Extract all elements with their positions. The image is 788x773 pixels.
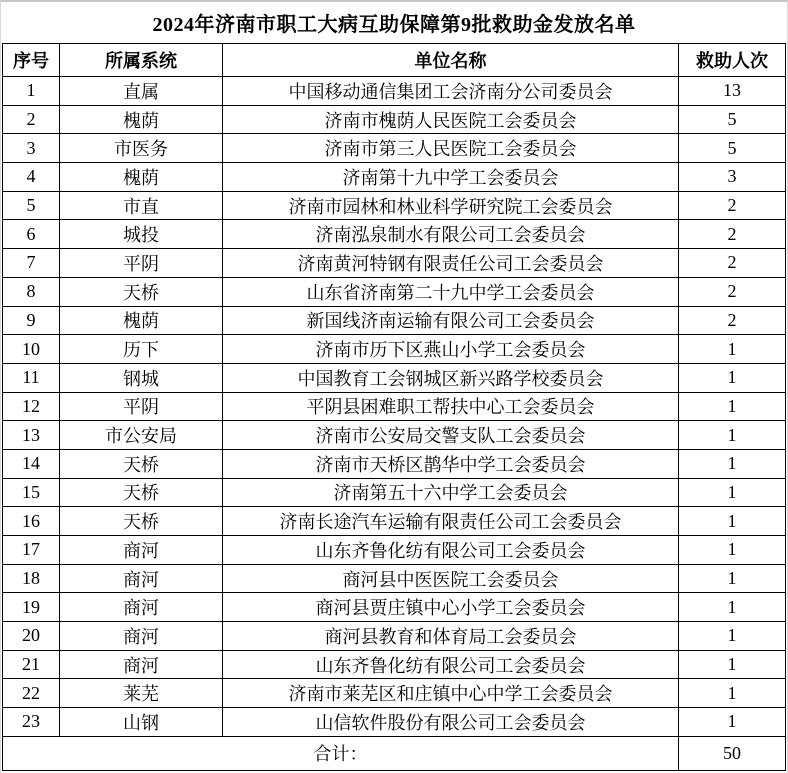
system-cell: 商河 xyxy=(60,622,223,651)
unit-name-cell: 商河县贾庄镇中心小学工会委员会 xyxy=(223,593,679,622)
system-cell: 天桥 xyxy=(60,449,223,478)
page-title: 2024年济南市职工大病互助保障第9批救助金发放名单 xyxy=(152,14,636,36)
count-cell: 13 xyxy=(679,77,786,106)
count-cell: 1 xyxy=(679,392,786,421)
header-cell-unit-name: 单位名称 xyxy=(223,44,679,77)
system-cell: 槐荫 xyxy=(60,306,223,335)
table-row xyxy=(3,220,786,249)
table-row xyxy=(3,77,786,106)
table-row xyxy=(3,306,786,335)
system-cell: 历下 xyxy=(60,335,223,364)
header-cell-count: 救助人次 xyxy=(679,44,786,77)
system-cell: 商河 xyxy=(60,650,223,679)
row-number-cell: 19 xyxy=(3,593,60,622)
unit-name-cell: 济南市莱芜区和庄镇中心中学工会委员会 xyxy=(223,679,679,708)
row-number-cell: 14 xyxy=(3,449,60,478)
count-cell: 1 xyxy=(679,622,786,651)
total-row xyxy=(3,736,786,770)
unit-name-cell: 山东齐鲁化纺有限公司工会委员会 xyxy=(223,650,679,679)
table-row xyxy=(3,392,786,421)
header-row xyxy=(3,44,786,77)
table-row xyxy=(3,277,786,306)
row-number-cell: 11 xyxy=(3,363,60,392)
table-row xyxy=(3,507,786,536)
table-row xyxy=(3,593,786,622)
total-label: 合计： xyxy=(3,736,679,770)
count-cell: 1 xyxy=(679,478,786,507)
system-cell: 天桥 xyxy=(60,478,223,507)
count-cell: 2 xyxy=(679,220,786,249)
count-cell: 2 xyxy=(679,306,786,335)
system-cell: 直属 xyxy=(60,77,223,106)
table-row xyxy=(3,249,786,278)
table-row xyxy=(3,564,786,593)
table-row xyxy=(3,449,786,478)
system-cell: 天桥 xyxy=(60,277,223,306)
table-row xyxy=(3,105,786,134)
row-number-cell: 16 xyxy=(3,507,60,536)
unit-name-cell: 商河县中医医院工会委员会 xyxy=(223,564,679,593)
unit-name-cell: 山东齐鲁化纺有限公司工会委员会 xyxy=(223,536,679,565)
table-footer xyxy=(3,736,786,770)
row-number-cell: 1 xyxy=(3,77,60,106)
unit-name-cell: 济南市槐荫人民医院工会委员会 xyxy=(223,105,679,134)
unit-name-cell: 济南第五十六中学工会委员会 xyxy=(223,478,679,507)
unit-name-cell: 济南市第三人民医院工会委员会 xyxy=(223,134,679,163)
unit-name-cell: 平阴县困难职工帮扶中心工会委员会 xyxy=(223,392,679,421)
row-number-cell: 2 xyxy=(3,105,60,134)
system-cell: 市医务 xyxy=(60,134,223,163)
row-number-cell: 13 xyxy=(3,421,60,450)
count-cell: 1 xyxy=(679,593,786,622)
header-cell-number: 序号 xyxy=(3,44,60,77)
count-cell: 5 xyxy=(679,134,786,163)
unit-name-cell: 济南第十九中学工会委员会 xyxy=(223,163,679,192)
count-cell: 1 xyxy=(679,564,786,593)
unit-name-cell: 山信软件股份有限公司工会委员会 xyxy=(223,708,679,737)
total-value: 50 xyxy=(679,736,786,770)
system-cell: 山钢 xyxy=(60,708,223,737)
table-row xyxy=(3,421,786,450)
row-number-cell: 20 xyxy=(3,622,60,651)
count-cell: 3 xyxy=(679,163,786,192)
row-number-cell: 8 xyxy=(3,277,60,306)
row-number-cell: 4 xyxy=(3,163,60,192)
row-number-cell: 5 xyxy=(3,191,60,220)
table-row xyxy=(3,478,786,507)
system-cell: 商河 xyxy=(60,564,223,593)
table-row xyxy=(3,335,786,364)
table-row xyxy=(3,363,786,392)
unit-name-cell: 山东省济南第二十九中学工会委员会 xyxy=(223,277,679,306)
count-cell: 1 xyxy=(679,507,786,536)
count-cell: 1 xyxy=(679,679,786,708)
table-header xyxy=(3,44,786,77)
count-cell: 1 xyxy=(679,708,786,737)
system-cell: 天桥 xyxy=(60,507,223,536)
count-cell: 5 xyxy=(679,105,786,134)
unit-name-cell: 济南市天桥区鹊华中学工会委员会 xyxy=(223,449,679,478)
count-cell: 1 xyxy=(679,363,786,392)
system-cell: 平阴 xyxy=(60,392,223,421)
row-number-cell: 6 xyxy=(3,220,60,249)
table-row xyxy=(3,536,786,565)
row-number-cell: 18 xyxy=(3,564,60,593)
row-number-cell: 17 xyxy=(3,536,60,565)
unit-name-cell: 中国移动通信集团工会济南分公司委员会 xyxy=(223,77,679,106)
count-cell: 1 xyxy=(679,335,786,364)
row-number-cell: 22 xyxy=(3,679,60,708)
unit-name-cell: 济南长途汽车运输有限责任公司工会委员会 xyxy=(223,507,679,536)
unit-name-cell: 商河县教育和体育局工会委员会 xyxy=(223,622,679,651)
system-cell: 市直 xyxy=(60,191,223,220)
table-row xyxy=(3,163,786,192)
row-number-cell: 15 xyxy=(3,478,60,507)
system-cell: 城投 xyxy=(60,220,223,249)
table-row xyxy=(3,708,786,737)
system-cell: 市公安局 xyxy=(60,421,223,450)
count-cell: 1 xyxy=(679,421,786,450)
unit-name-cell: 济南市历下区燕山小学工会委员会 xyxy=(223,335,679,364)
unit-name-cell: 济南市公安局交警支队工会委员会 xyxy=(223,421,679,450)
unit-name-cell: 济南泓泉制水有限公司工会委员会 xyxy=(223,220,679,249)
count-cell: 2 xyxy=(679,277,786,306)
header-cell-system: 所属系统 xyxy=(60,44,223,77)
count-cell: 2 xyxy=(679,249,786,278)
row-number-cell: 21 xyxy=(3,650,60,679)
system-cell: 槐荫 xyxy=(60,105,223,134)
count-cell: 1 xyxy=(679,449,786,478)
row-number-cell: 12 xyxy=(3,392,60,421)
count-cell: 2 xyxy=(679,191,786,220)
table-row xyxy=(3,134,786,163)
row-number-cell: 23 xyxy=(3,708,60,737)
row-number-cell: 7 xyxy=(3,249,60,278)
table-body xyxy=(3,77,786,737)
unit-name-cell: 新国线济南运输有限公司工会委员会 xyxy=(223,306,679,335)
system-cell: 平阴 xyxy=(60,249,223,278)
aid-distribution-table xyxy=(2,43,786,771)
row-number-cell: 3 xyxy=(3,134,60,163)
count-cell: 1 xyxy=(679,536,786,565)
unit-name-cell: 济南黄河特钢有限责任公司工会委员会 xyxy=(223,249,679,278)
count-cell: 1 xyxy=(679,650,786,679)
row-number-cell: 10 xyxy=(3,335,60,364)
unit-name-cell: 中国教育工会钢城区新兴路学校委员会 xyxy=(223,363,679,392)
system-cell: 商河 xyxy=(60,536,223,565)
table-row xyxy=(3,191,786,220)
table-row xyxy=(3,679,786,708)
row-number-cell: 9 xyxy=(3,306,60,335)
system-cell: 商河 xyxy=(60,593,223,622)
unit-name-cell: 济南市园林和林业科学研究院工会委员会 xyxy=(223,191,679,220)
table-row xyxy=(3,650,786,679)
table-row xyxy=(3,622,786,651)
system-cell: 莱芜 xyxy=(60,679,223,708)
system-cell: 槐荫 xyxy=(60,163,223,192)
system-cell: 钢城 xyxy=(60,363,223,392)
